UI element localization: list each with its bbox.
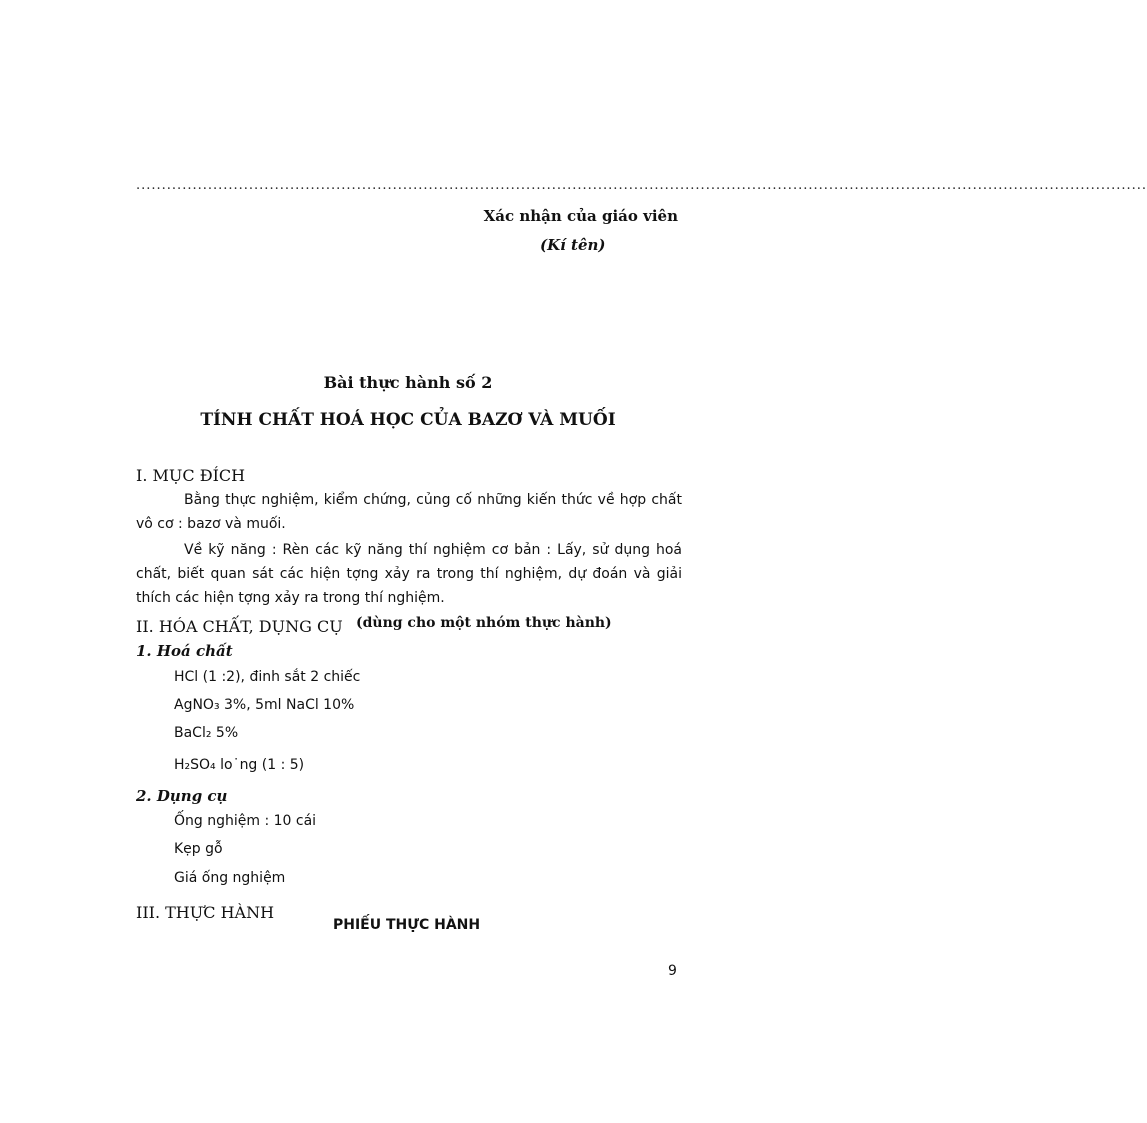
section-heading-materials: II. HÓA CHẤT, DỤNG CỤ: [136, 617, 343, 636]
clipped-practice-sheet-title: PHIẾU THỰC HÀNH: [333, 917, 481, 933]
topic-title: TÍNH CHẤT HOÁ HỌC CỦA BAZƠ VÀ MUỐI: [200, 410, 616, 430]
purpose-paragraph: Bằng thực nghiệm, kiểm chứng, củng cố những kiến thức về hợp chất vô cơ : bazơ và muối.: [136, 492, 682, 532]
tool-item: Giá ống nghiệm: [174, 870, 286, 886]
skills-paragraph: Về kỹ năng : Rèn các kỹ năng thí nghiệm cơ bản : Lấy, sử dụng hoá chất, biết quan sát các hiện tợng xảy ra trong thí nghiệm, dự đoán và giải thích các hiện tợng xảy ra trong thí nghiệm.: [136, 542, 682, 606]
dotted-fill-line: .....................................................................................................................................................................................................: [136, 178, 1147, 193]
subheading-tools: 2. Dụng cụ: [136, 787, 228, 805]
section-heading-purpose: I. MỤC ĐÍCH: [136, 466, 246, 485]
subheading-chemicals: 1. Hoá chất: [136, 642, 233, 660]
teacher-confirmation-label: Xác nhận của giáo viên: [483, 207, 678, 225]
chemical-item: H₂SO₄ lo˙ng (1 : 5): [174, 757, 305, 773]
chemical-item: AgNO₃ 3%, 5ml NaCl 10%: [174, 697, 355, 713]
page-number: 9: [668, 963, 677, 979]
materials-note: (dùng cho một nhóm thực hành): [356, 615, 612, 631]
section-heading-practice: III. THỰC HÀNH: [136, 903, 275, 922]
signature-note: (Kí tên): [540, 236, 606, 254]
tool-item: Kẹp gỗ: [174, 841, 223, 857]
chemical-item: HCl (1 :2), đinh sắt 2 chiếc: [174, 669, 361, 685]
chemical-item: BaCl₂ 5%: [174, 725, 239, 741]
lesson-title: Bài thực hành số 2: [323, 373, 493, 392]
tool-item: Ống nghiệm : 10 cái: [174, 813, 317, 829]
